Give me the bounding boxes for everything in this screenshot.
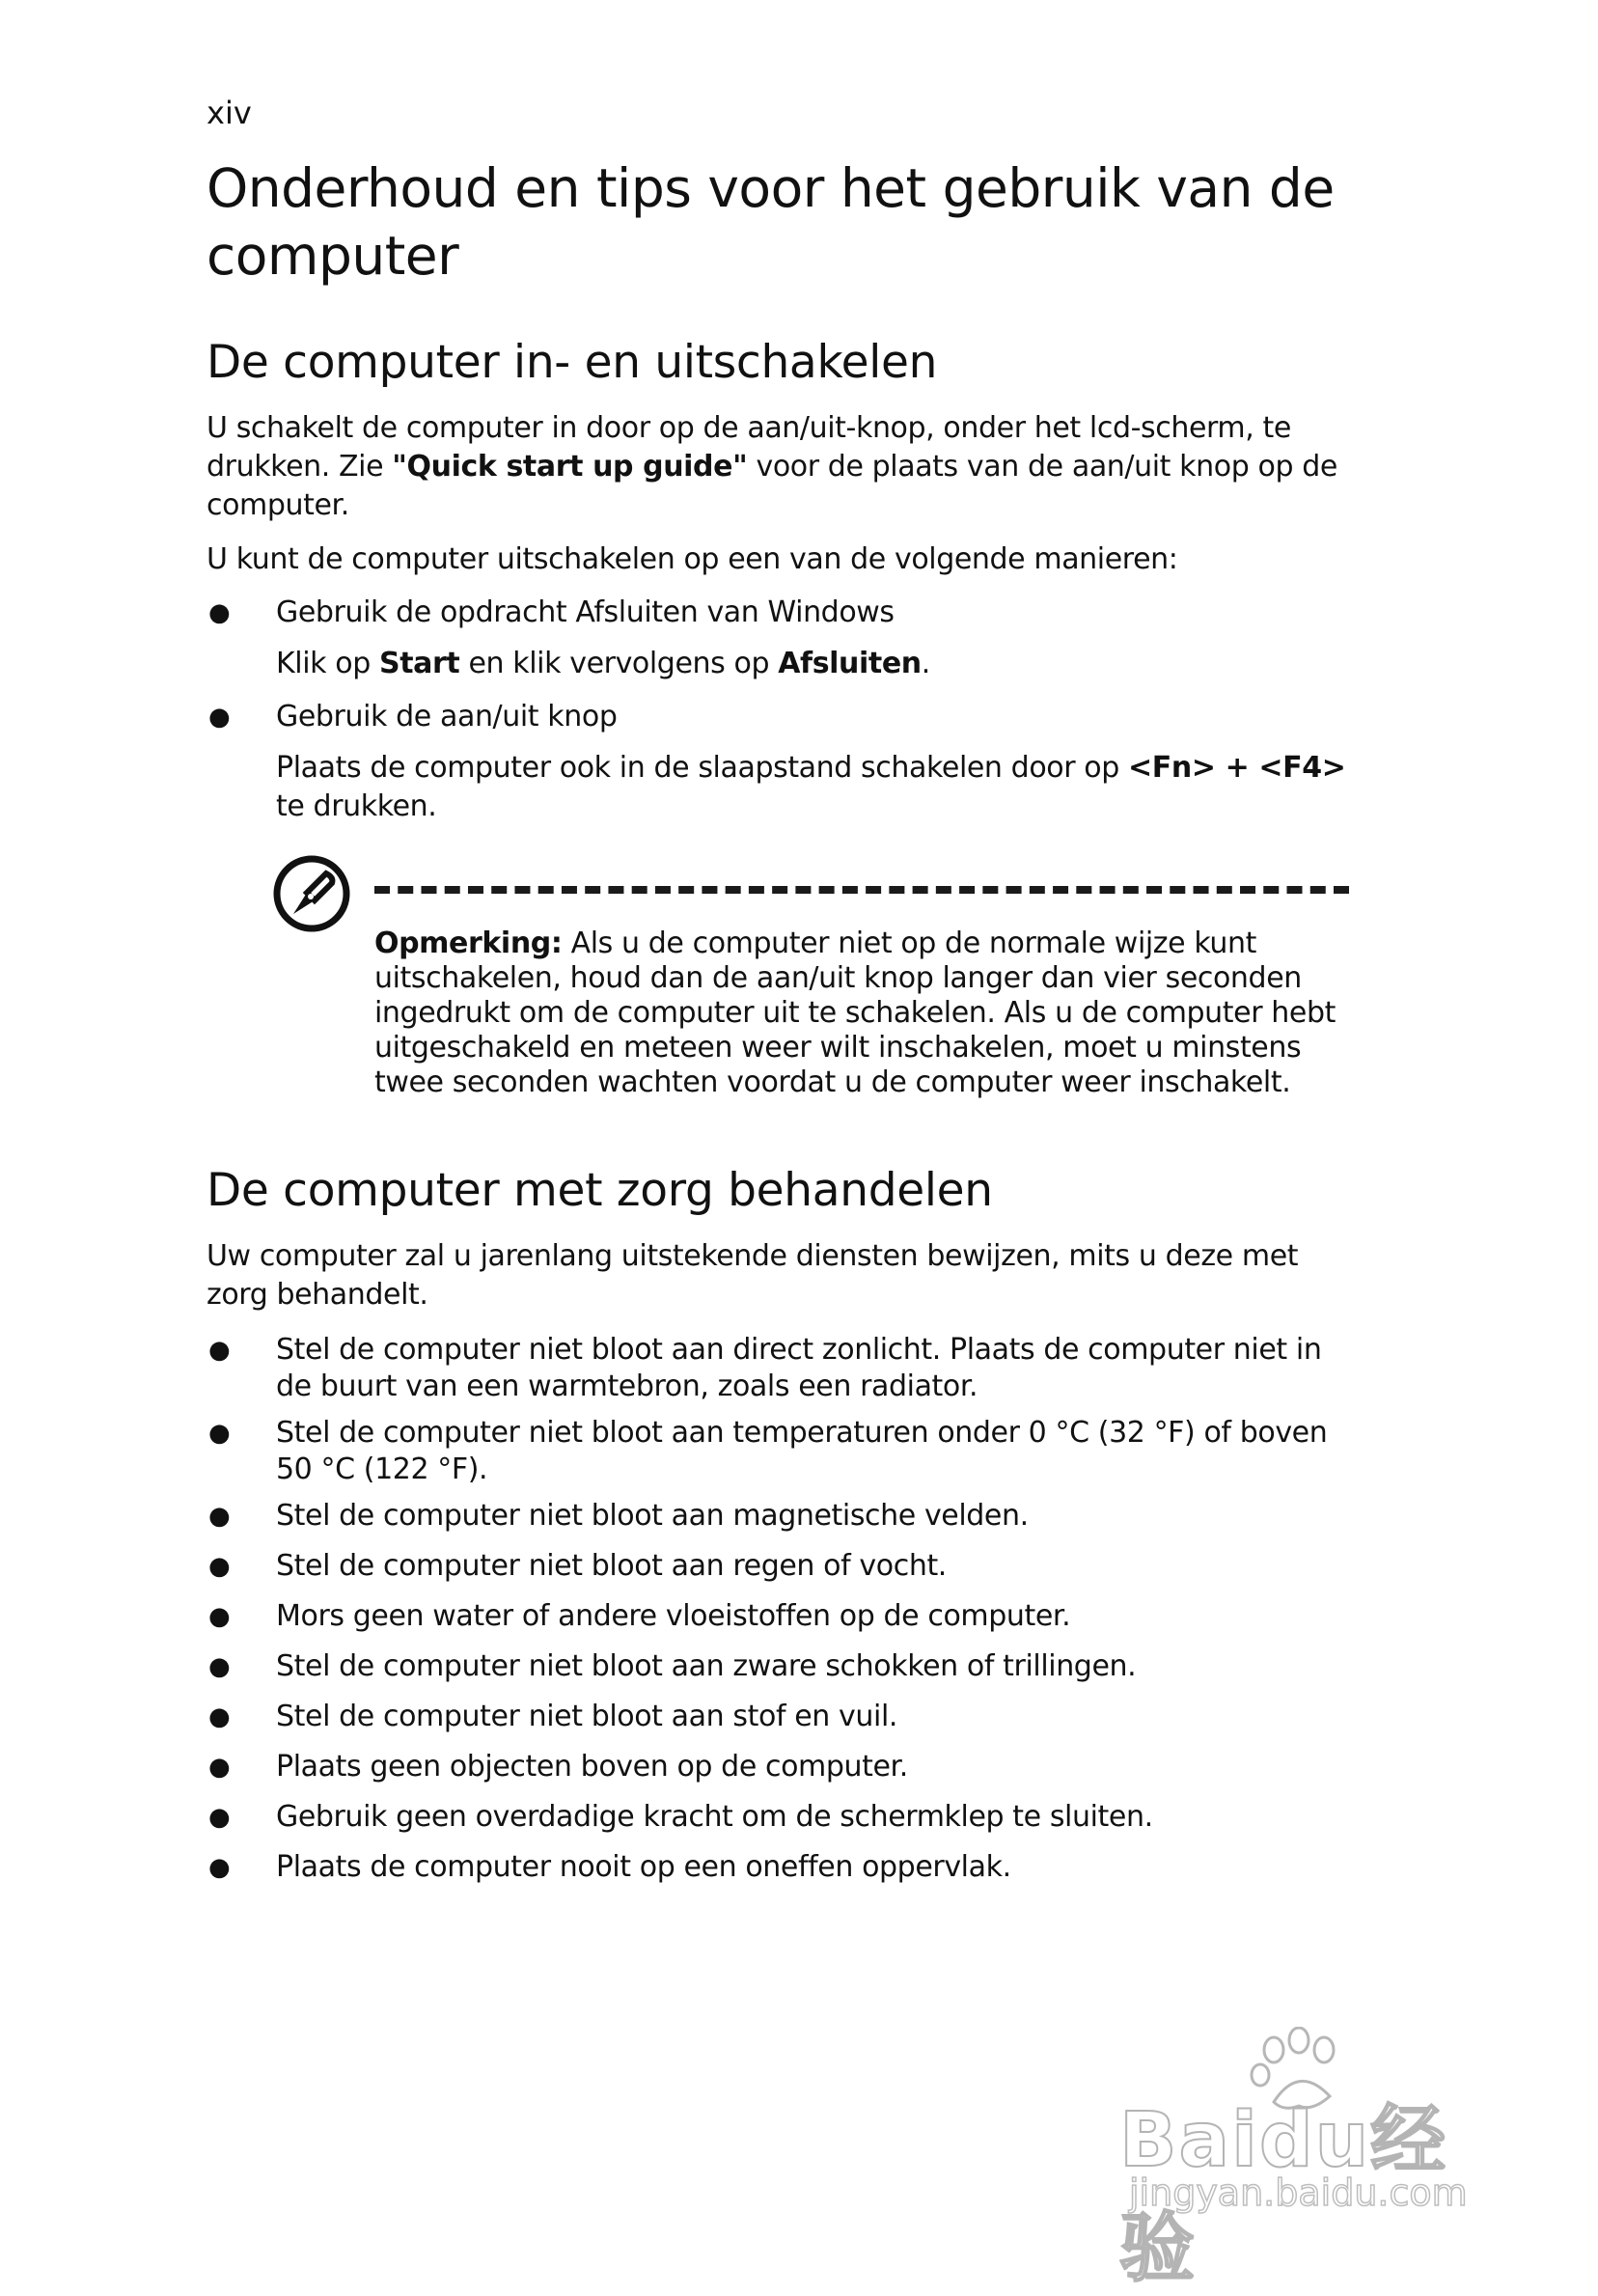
bullet-icon: ● xyxy=(208,1652,231,1681)
bullet-icon: ● xyxy=(208,1336,231,1365)
bullet-icon: ● xyxy=(208,598,231,627)
bullet-icon: ● xyxy=(208,1419,231,1448)
list-item-detail: Klik op Start en klik vervolgens op Afsluiten. xyxy=(276,647,930,680)
shutdown-methods-paragraph: U kunt de computer uitschakelen op een van de volgende manieren: xyxy=(207,542,1178,576)
watermark-url: jingyan.baidu.com xyxy=(1129,2172,1468,2214)
bullet-icon: ● xyxy=(208,1803,231,1832)
bullet-icon: ● xyxy=(208,1753,231,1782)
note-pen-icon xyxy=(272,854,351,933)
watermark-brand: Baidu经验 xyxy=(1119,2097,1448,2292)
note-text: Opmerking: Als u de computer niet op de normale wijze kunt uitschakelen, houd dan de aan/uit knop langer dan vier seconden ingedrukt om de computer uit te schakelen. Als u de computer hebt uitgeschakeld en meteen weer wilt inschakelen, moet u minstens twee seconden wachten voordat u de computer weer inschakelt. xyxy=(374,927,1336,1099)
section-heading-care: De computer met zorg behandelen xyxy=(207,1164,993,1217)
baidu-watermark xyxy=(1119,2027,1505,2292)
bullet-icon: ● xyxy=(208,1853,231,1882)
page-title: Onderhoud en tips voor het gebruik van de computer xyxy=(207,157,1335,287)
list-item-detail: Plaats de computer ook in de slaapstand schakelen door op <Fn> + <F4> te drukken. xyxy=(276,751,1346,823)
bullet-icon: ● xyxy=(208,1552,231,1581)
bullet-icon: ● xyxy=(208,1502,231,1531)
note-label: Opmerking: xyxy=(374,927,563,960)
section-heading-power: De computer in- en uitschakelen xyxy=(207,336,938,389)
bullet-icon: ● xyxy=(208,1602,231,1631)
care-intro-paragraph: Uw computer zal u jarenlang uitstekende diensten bewijzen, mits u deze met zorg behandelt. xyxy=(207,1239,1299,1312)
bullet-icon: ● xyxy=(208,1702,231,1731)
page-number: xiv xyxy=(207,95,252,131)
quick-start-guide-ref: "Quick start up guide" xyxy=(392,450,748,484)
bullet-icon: ● xyxy=(208,703,231,732)
power-intro-paragraph: U schakelt de computer in door op de aan/uit-knop, onder het lcd-scherm, te drukken. Zie "Quick start up guide" voor de plaats van de aan/uit knop op de computer. xyxy=(207,411,1337,522)
note-divider xyxy=(374,886,1349,894)
